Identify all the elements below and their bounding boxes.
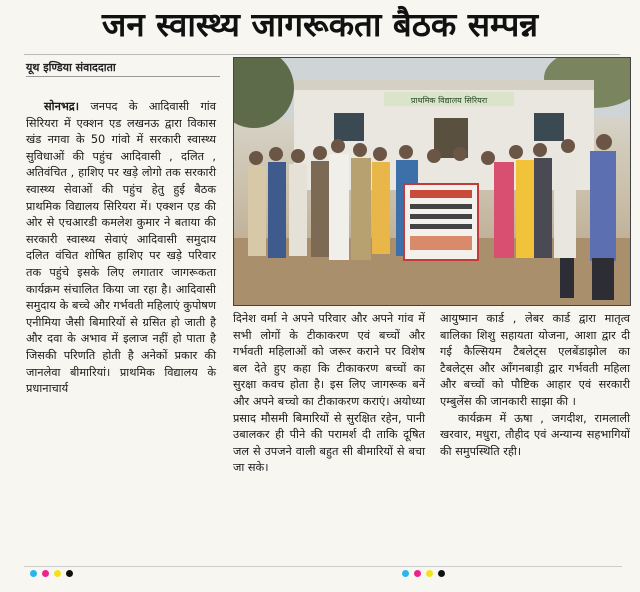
article-paragraph: [26, 99, 216, 398]
article-paragraph: [440, 411, 630, 461]
magenta-dot: [414, 570, 421, 577]
black-dot: [438, 570, 445, 577]
registration-dots-left: [30, 570, 73, 577]
yellow-dot: [54, 570, 61, 577]
article-column-3: [440, 311, 630, 460]
magenta-dot: [42, 570, 49, 577]
byline-underline: [26, 76, 220, 77]
news-photo: [233, 57, 631, 306]
dateline-place: सोनभद्र।: [44, 100, 80, 113]
article-paragraph: आयुष्मान कार्ड , लेबर कार्ड द्वारा मातृत्व बालिका शिशु सहायता योजना, आशा द्वार दी गई कैल्सियम टैबलेट्स एलबेंडाझोल का टैबलेट्स और आँगनबाड़ी द्वार गर्भवती महिला और बच्चों को पौष्टिक आहार एवं सरकारी एम्बुलेंस की जानकारी साझा की ।: [440, 312, 630, 408]
building-sign: प्राथमिक विद्यालय सिरियरा: [410, 96, 488, 105]
headline-divider: [24, 54, 620, 55]
yellow-dot: [426, 570, 433, 577]
cyan-dot: [402, 570, 409, 577]
article-column-1: [26, 99, 216, 398]
cyan-dot: [30, 570, 37, 577]
article-text: जनपद के आदिवासी गांव सिरियरा में एक्शन एड लखनऊ द्वारा विकास खंड नगवा के 50 गांवो में सरकारी स्वास्थ्य सुविधाओं की पहुंच आदिवासी , दलित , अतिवंचित , हाशिए पर खड़े लोगो तक सरकारी स्वास्थ्य सेवाओं की पहुंच हेतु हुई बैठक प्राथमिक विद्यालय सिरियरा में। एक्शन एड की ओर से एचआरडी कमलेश कुमार ने बताया की सरकारी स्वास्थ्य सेवाएं आदिवासी समुदाय दलित वंचित शोषित हाशिए पर खड़े परिवार तक पहुंचे इसके लिए लगातार जागरूकता कार्यक्रम संचालित किया जा रहा है। आदिवासी समुदाय के बच्चे और गर्भवती महिलाएं कुपोषण एनीमिया जैसी बिमारियों से ग्रसित हो जाती है और दवा के अभाव में इलाज नहीं हो पाता है जिसकी परिणति होती है अनेकों प्रकार की जानलेवा बीमारियां। प्राथमिक विद्यालय के प्रधानाचार्य: [26, 100, 217, 396]
event-banner: [404, 184, 478, 260]
article-paragraph: दिनेश वर्मा ने अपने परिवार और अपने गांव में सभी लोगों के टीकाकरण एवं बच्चों और गर्भवती महिलाओं को जरूर कराने पर विशेष बल देते हुए कहा कि टीकाकरण बच्चों का सुरक्षा कवच होता है। इस लिए जागरूक बनें और अपने बच्चो का टीकाकरण कराएं। अयोध्या प्रसाद मौसमी बिमारियों से सुरक्षित रहेन, पानी उबालकर ही पीने की परामर्श दी ताकि दूषित जल से उपजने वाली बहुत सी बीमारियों से बचा जा सके।: [233, 312, 425, 475]
article-text: कार्यक्रम में ऊषा , जगदीश, रामलाली खरवार, मधुरा, तौहीद एवं अन्यान्य सहभागियों की समुपस्थिति रही।: [440, 411, 630, 458]
headline: जन स्वास्थ्य जागरूकता बैठक सम्पन्न: [101, 5, 539, 44]
footer-divider: [24, 566, 622, 567]
registration-dots-right: [402, 570, 445, 577]
article-column-2: [233, 311, 425, 477]
byline: यूथ इण्डिया संवाददाता: [26, 61, 116, 74]
black-dot: [66, 570, 73, 577]
